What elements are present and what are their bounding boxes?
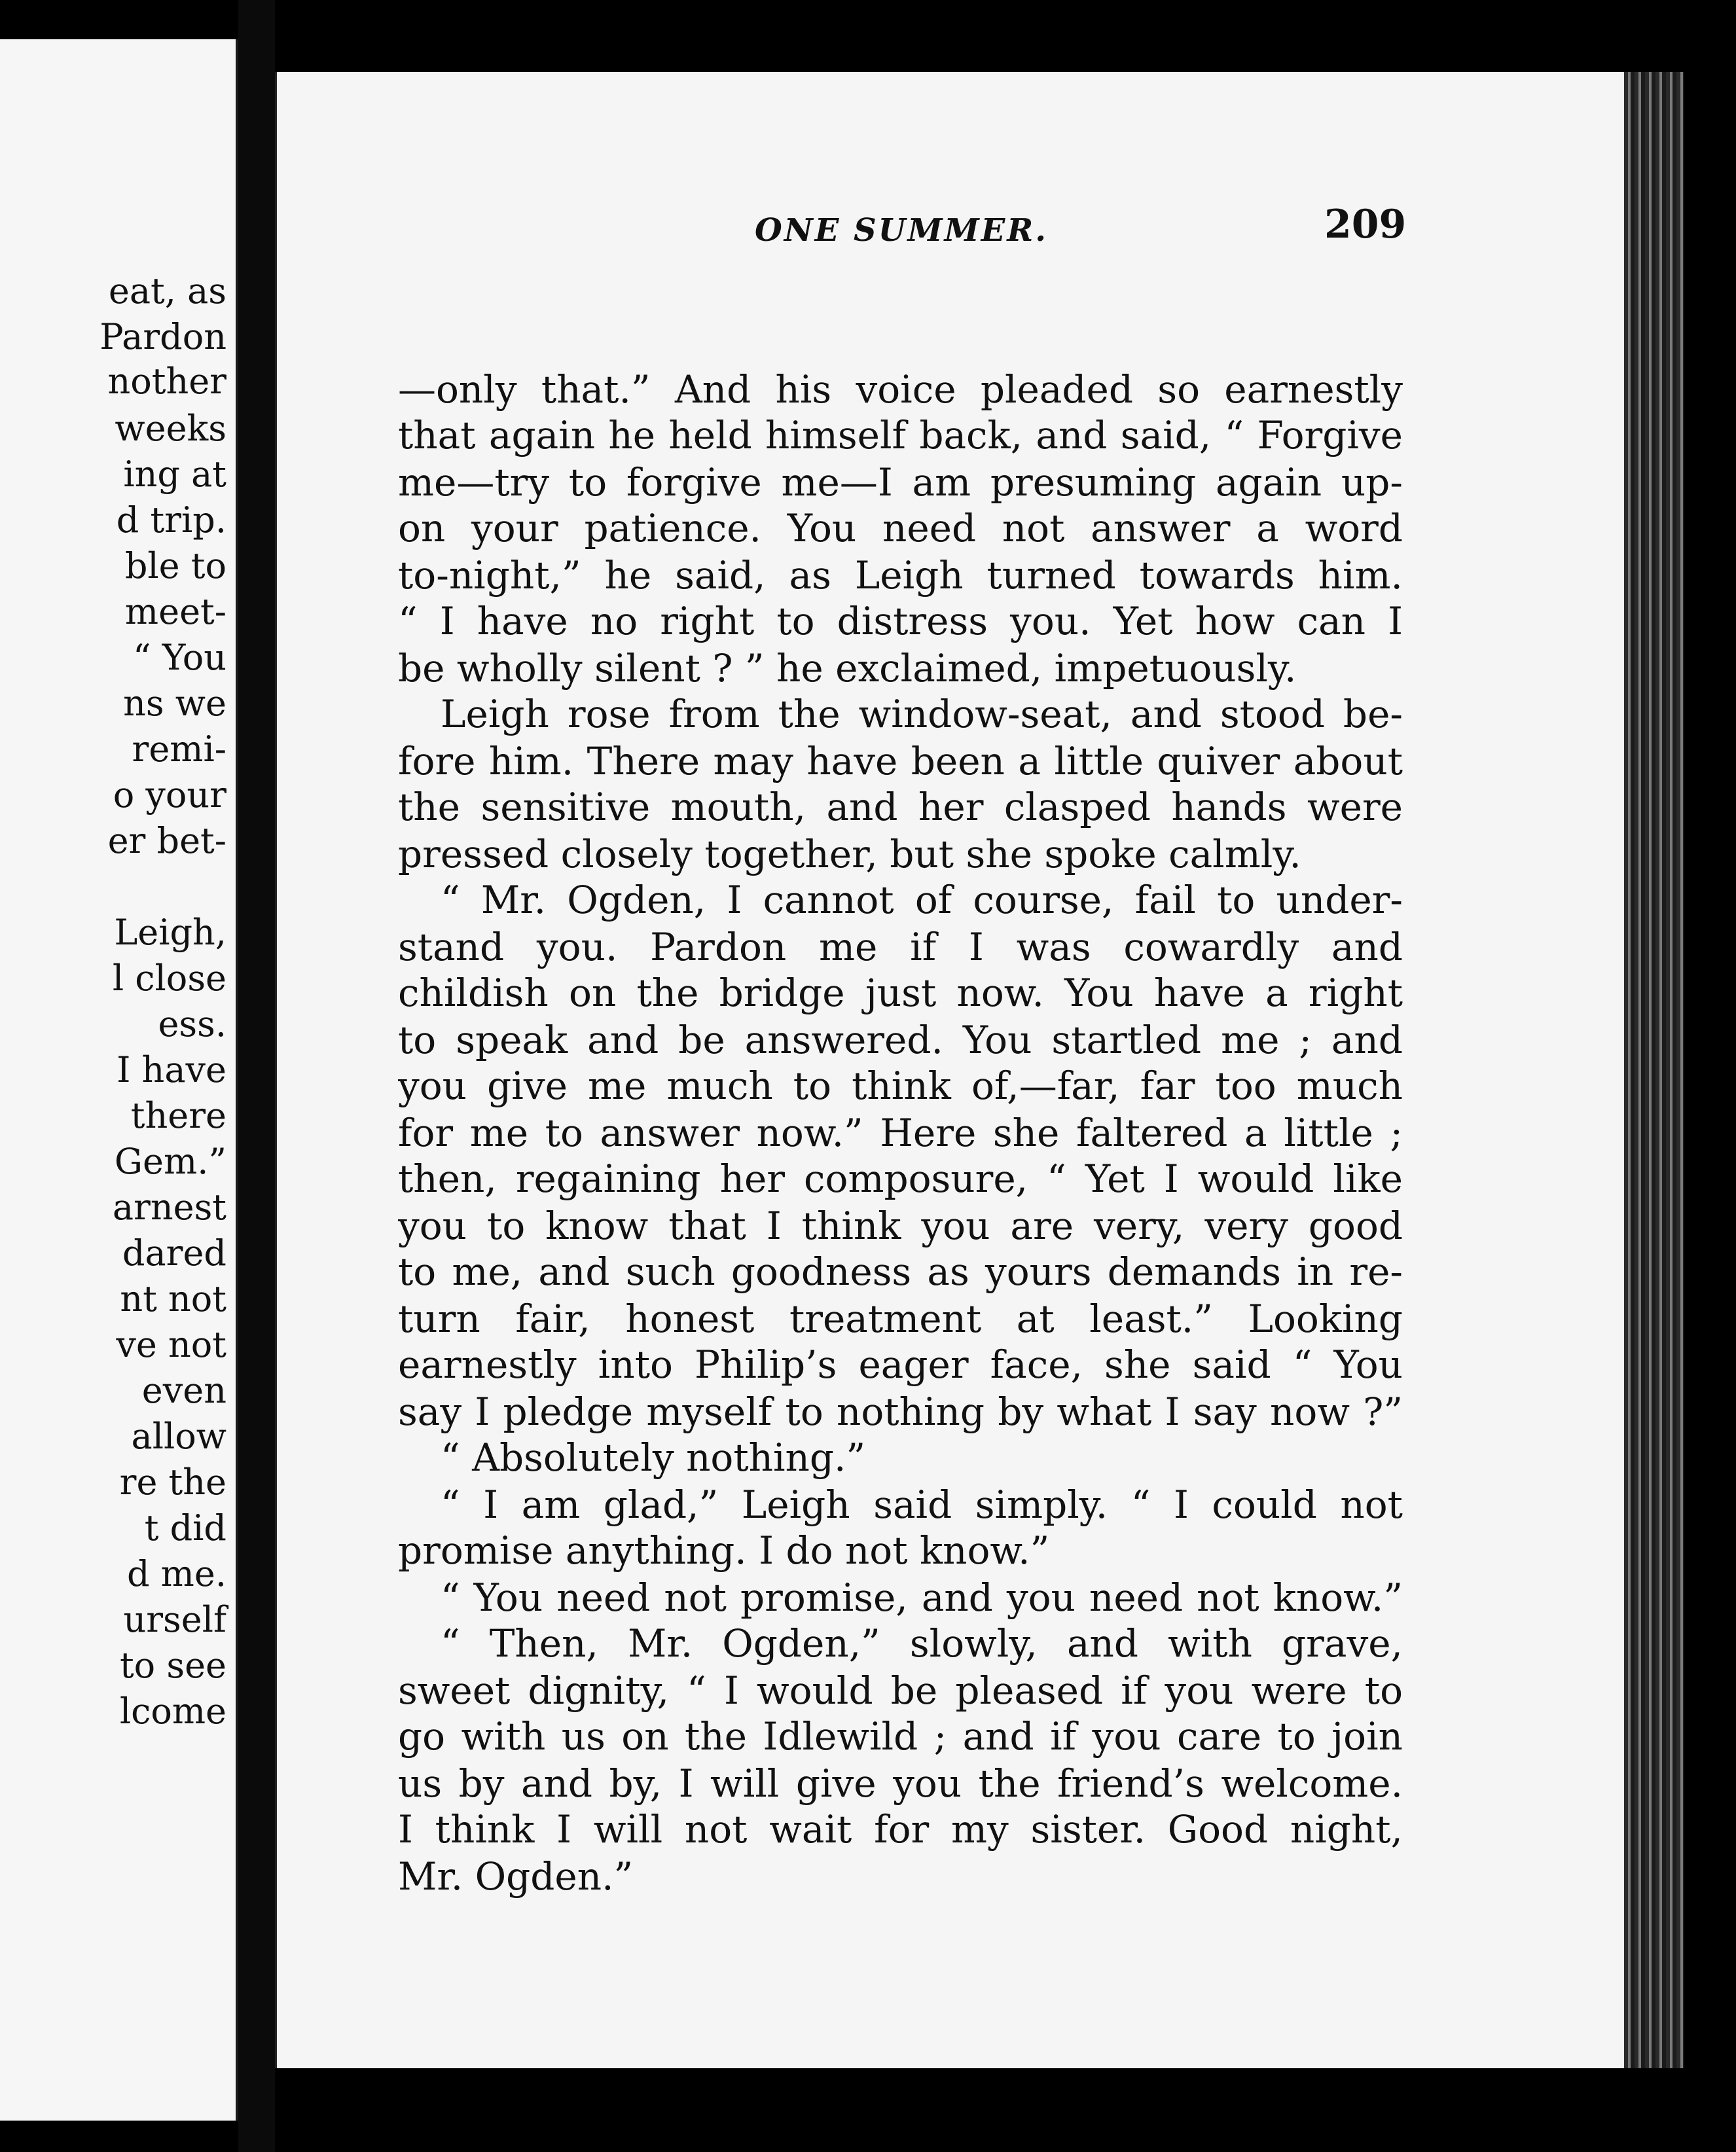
left-page-fragment: to see [119, 1645, 226, 1686]
text-line: fore him. There may have been a little quiver about [398, 739, 1403, 783]
text-line: “ Then, Mr. Ogden,” slowly, and with grave, [441, 1621, 1403, 1666]
text-line: Mr. Ogden.” [398, 1854, 634, 1899]
left-page-fragment: even [141, 1370, 226, 1411]
text-line: you give me much to think of,—far, far too much [398, 1064, 1403, 1108]
left-page-fragment: d trip. [116, 499, 226, 541]
text-line: earnestly into Philip’s eager face, she said “ You [398, 1342, 1403, 1387]
text-line: “ You need not promise, and you need not know.” [441, 1575, 1403, 1620]
text-line: say I pledge myself to nothing by what I say now ?” [398, 1390, 1403, 1434]
text-line: to-night,” he said, as Leigh turned towards him. [398, 553, 1403, 598]
book-gutter [238, 0, 275, 2152]
left-page [0, 39, 238, 2121]
left-page-fragment: o your [113, 774, 226, 816]
left-page-fragment: nt not [120, 1278, 226, 1319]
text-line: “ Mr. Ogden, I cannot of course, fail to under- [441, 878, 1403, 922]
left-page-fragment: t did [144, 1507, 226, 1549]
left-page-fragment: er bet- [107, 820, 226, 861]
text-line: promise anything. I do not know.” [398, 1528, 1050, 1573]
left-page-fragment: I have [117, 1049, 226, 1090]
text-line: to me, and such goodness as yours demands in re- [398, 1249, 1403, 1294]
text-line: be wholly silent ? ” he exclaimed, impetuously. [398, 646, 1297, 690]
left-page-fragment: there [130, 1095, 226, 1136]
left-page-fragment: allow [131, 1416, 226, 1457]
text-line: Leigh rose from the window-seat, and stood be- [441, 692, 1403, 736]
running-head: ONE SUMMER. [755, 212, 1048, 249]
text-line: stand you. Pardon me if I was cowardly and [398, 925, 1403, 969]
left-page-fragment: Pardon [99, 316, 226, 357]
text-line: me—try to forgive me—I am presuming again up- [398, 460, 1403, 505]
text-line: I think I will not wait for my sister. Good night, [398, 1807, 1403, 1852]
text-line: turn fair, honest treatment at least.” Looking [398, 1297, 1403, 1341]
text-line: that again he held himself back, and said, “ Forgive [398, 413, 1403, 457]
text-line: pressed closely together, but she spoke calmly. [398, 832, 1301, 876]
left-page-fragment: dared [122, 1232, 226, 1274]
left-page-fragment: ble to [124, 545, 226, 586]
left-page-fragment: eat, as [108, 270, 226, 312]
text-line: “ I am glad,” Leigh said simply. “ I could not [441, 1482, 1403, 1527]
text-line: you to know that I think you are very, very good [398, 1204, 1403, 1248]
text-line: sweet dignity, “ I would be pleased if you were to [398, 1668, 1403, 1713]
left-page-fragment: Gem.” [114, 1141, 226, 1182]
text-line: “ Absolutely nothing.” [441, 1435, 866, 1480]
text-line: “ I have no right to distress you. Yet how can I [398, 599, 1403, 643]
text-line: —only that.” And his voice pleaded so earnestly [398, 367, 1403, 412]
right-page [275, 72, 1684, 2068]
left-page-fragment: “ You [132, 637, 226, 678]
text-line: us by and by, I will give you the friend’s welcome. [398, 1761, 1403, 1806]
left-page-fragment: nother [107, 361, 226, 402]
text-line: for me to answer now.” Here she faltered a little ; [398, 1111, 1403, 1155]
left-page-fragment: ing at [123, 454, 226, 495]
left-page-fragment: urself [123, 1599, 226, 1640]
text-line: to speak and be answered. You startled me ; and [398, 1018, 1403, 1062]
text-line: the sensitive mouth, and her clasped hands were [398, 785, 1403, 829]
left-page-fragment: d me. [126, 1553, 226, 1594]
text-line: then, regaining her composure, “ Yet I would like [398, 1157, 1403, 1201]
page-number: 209 [1324, 202, 1407, 247]
left-page-fragment: weeks [115, 408, 226, 449]
left-page-fragment: l close [112, 958, 226, 999]
left-page-fragment: meet- [124, 591, 226, 632]
text-line: on your patience. You need not answer a word [398, 506, 1403, 550]
left-page-fragment: ess. [158, 1003, 226, 1045]
left-page-fragment: re the [119, 1462, 226, 1503]
left-page-fragment: Leigh, [114, 912, 226, 953]
left-page-fragment: lcome [119, 1691, 226, 1732]
left-page-fragment: ns we [123, 683, 226, 724]
left-page-fragment: arnest [112, 1187, 226, 1228]
page-edges [1624, 72, 1684, 2068]
text-line: childish on the bridge just now. You have a right [398, 971, 1403, 1015]
left-page-fragment: ve not [116, 1324, 226, 1365]
text-line: go with us on the Idlewild ; and if you care to join [398, 1714, 1403, 1759]
left-page-fragment: remi- [132, 728, 226, 770]
